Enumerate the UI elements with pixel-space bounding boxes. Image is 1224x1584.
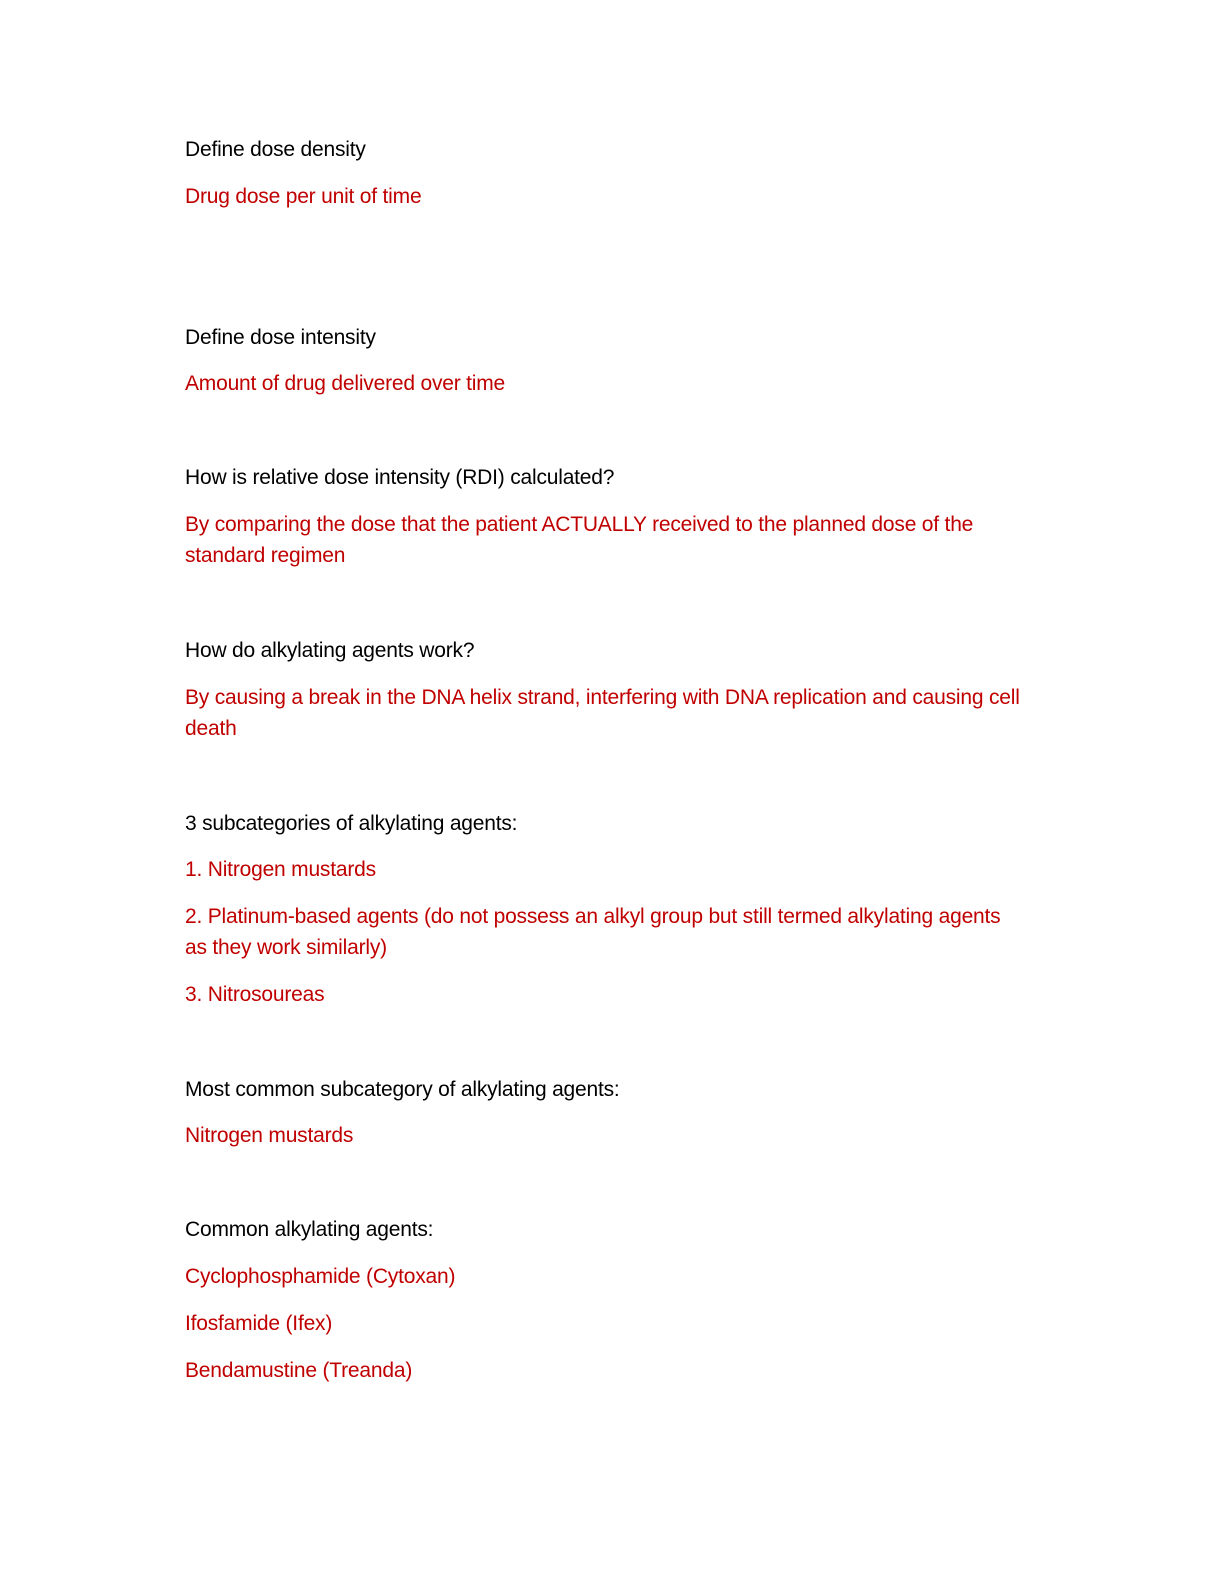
answer-dose-density: Drug dose per unit of time bbox=[185, 185, 422, 208]
question-alkylating-mechanism: How do alkylating agents work? bbox=[185, 639, 475, 662]
question-most-common-subcategory: Most common subcategory of alkylating agents: bbox=[185, 1078, 620, 1101]
question-dose-intensity: Define dose intensity bbox=[185, 326, 376, 349]
question-common-agents: Common alkylating agents: bbox=[185, 1218, 434, 1241]
answer-rdi: By comparing the dose that the patient ACTUALLY received to the planned dose of the standard regimen bbox=[185, 513, 974, 567]
question-subcategories: 3 subcategories of alkylating agents: bbox=[185, 812, 518, 835]
answer-subcategory-1: 1. Nitrogen mustards bbox=[185, 858, 376, 881]
question-dose-density: Define dose density bbox=[185, 138, 366, 161]
answer-agent-ifosfamide: Ifosfamide (Ifex) bbox=[185, 1312, 333, 1335]
answer-most-common-subcategory: Nitrogen mustards bbox=[185, 1124, 354, 1147]
answer-agent-bendamustine: Bendamustine (Treanda) bbox=[185, 1359, 413, 1382]
answer-alkylating-mechanism: By causing a break in the DNA helix strand, interfering with DNA replication and causing cell death bbox=[185, 686, 1020, 740]
answer-subcategory-3: 3. Nitrosoureas bbox=[185, 983, 325, 1006]
answer-dose-intensity: Amount of drug delivered over time bbox=[185, 372, 506, 395]
question-rdi: How is relative dose intensity (RDI) calculated? bbox=[185, 466, 615, 489]
answer-agent-cyclophosphamide: Cyclophosphamide (Cytoxan) bbox=[185, 1265, 456, 1288]
answer-subcategory-2: 2. Platinum-based agents (do not possess an alkyl group but still termed alkylating agents as they work similarly) bbox=[185, 905, 1001, 959]
